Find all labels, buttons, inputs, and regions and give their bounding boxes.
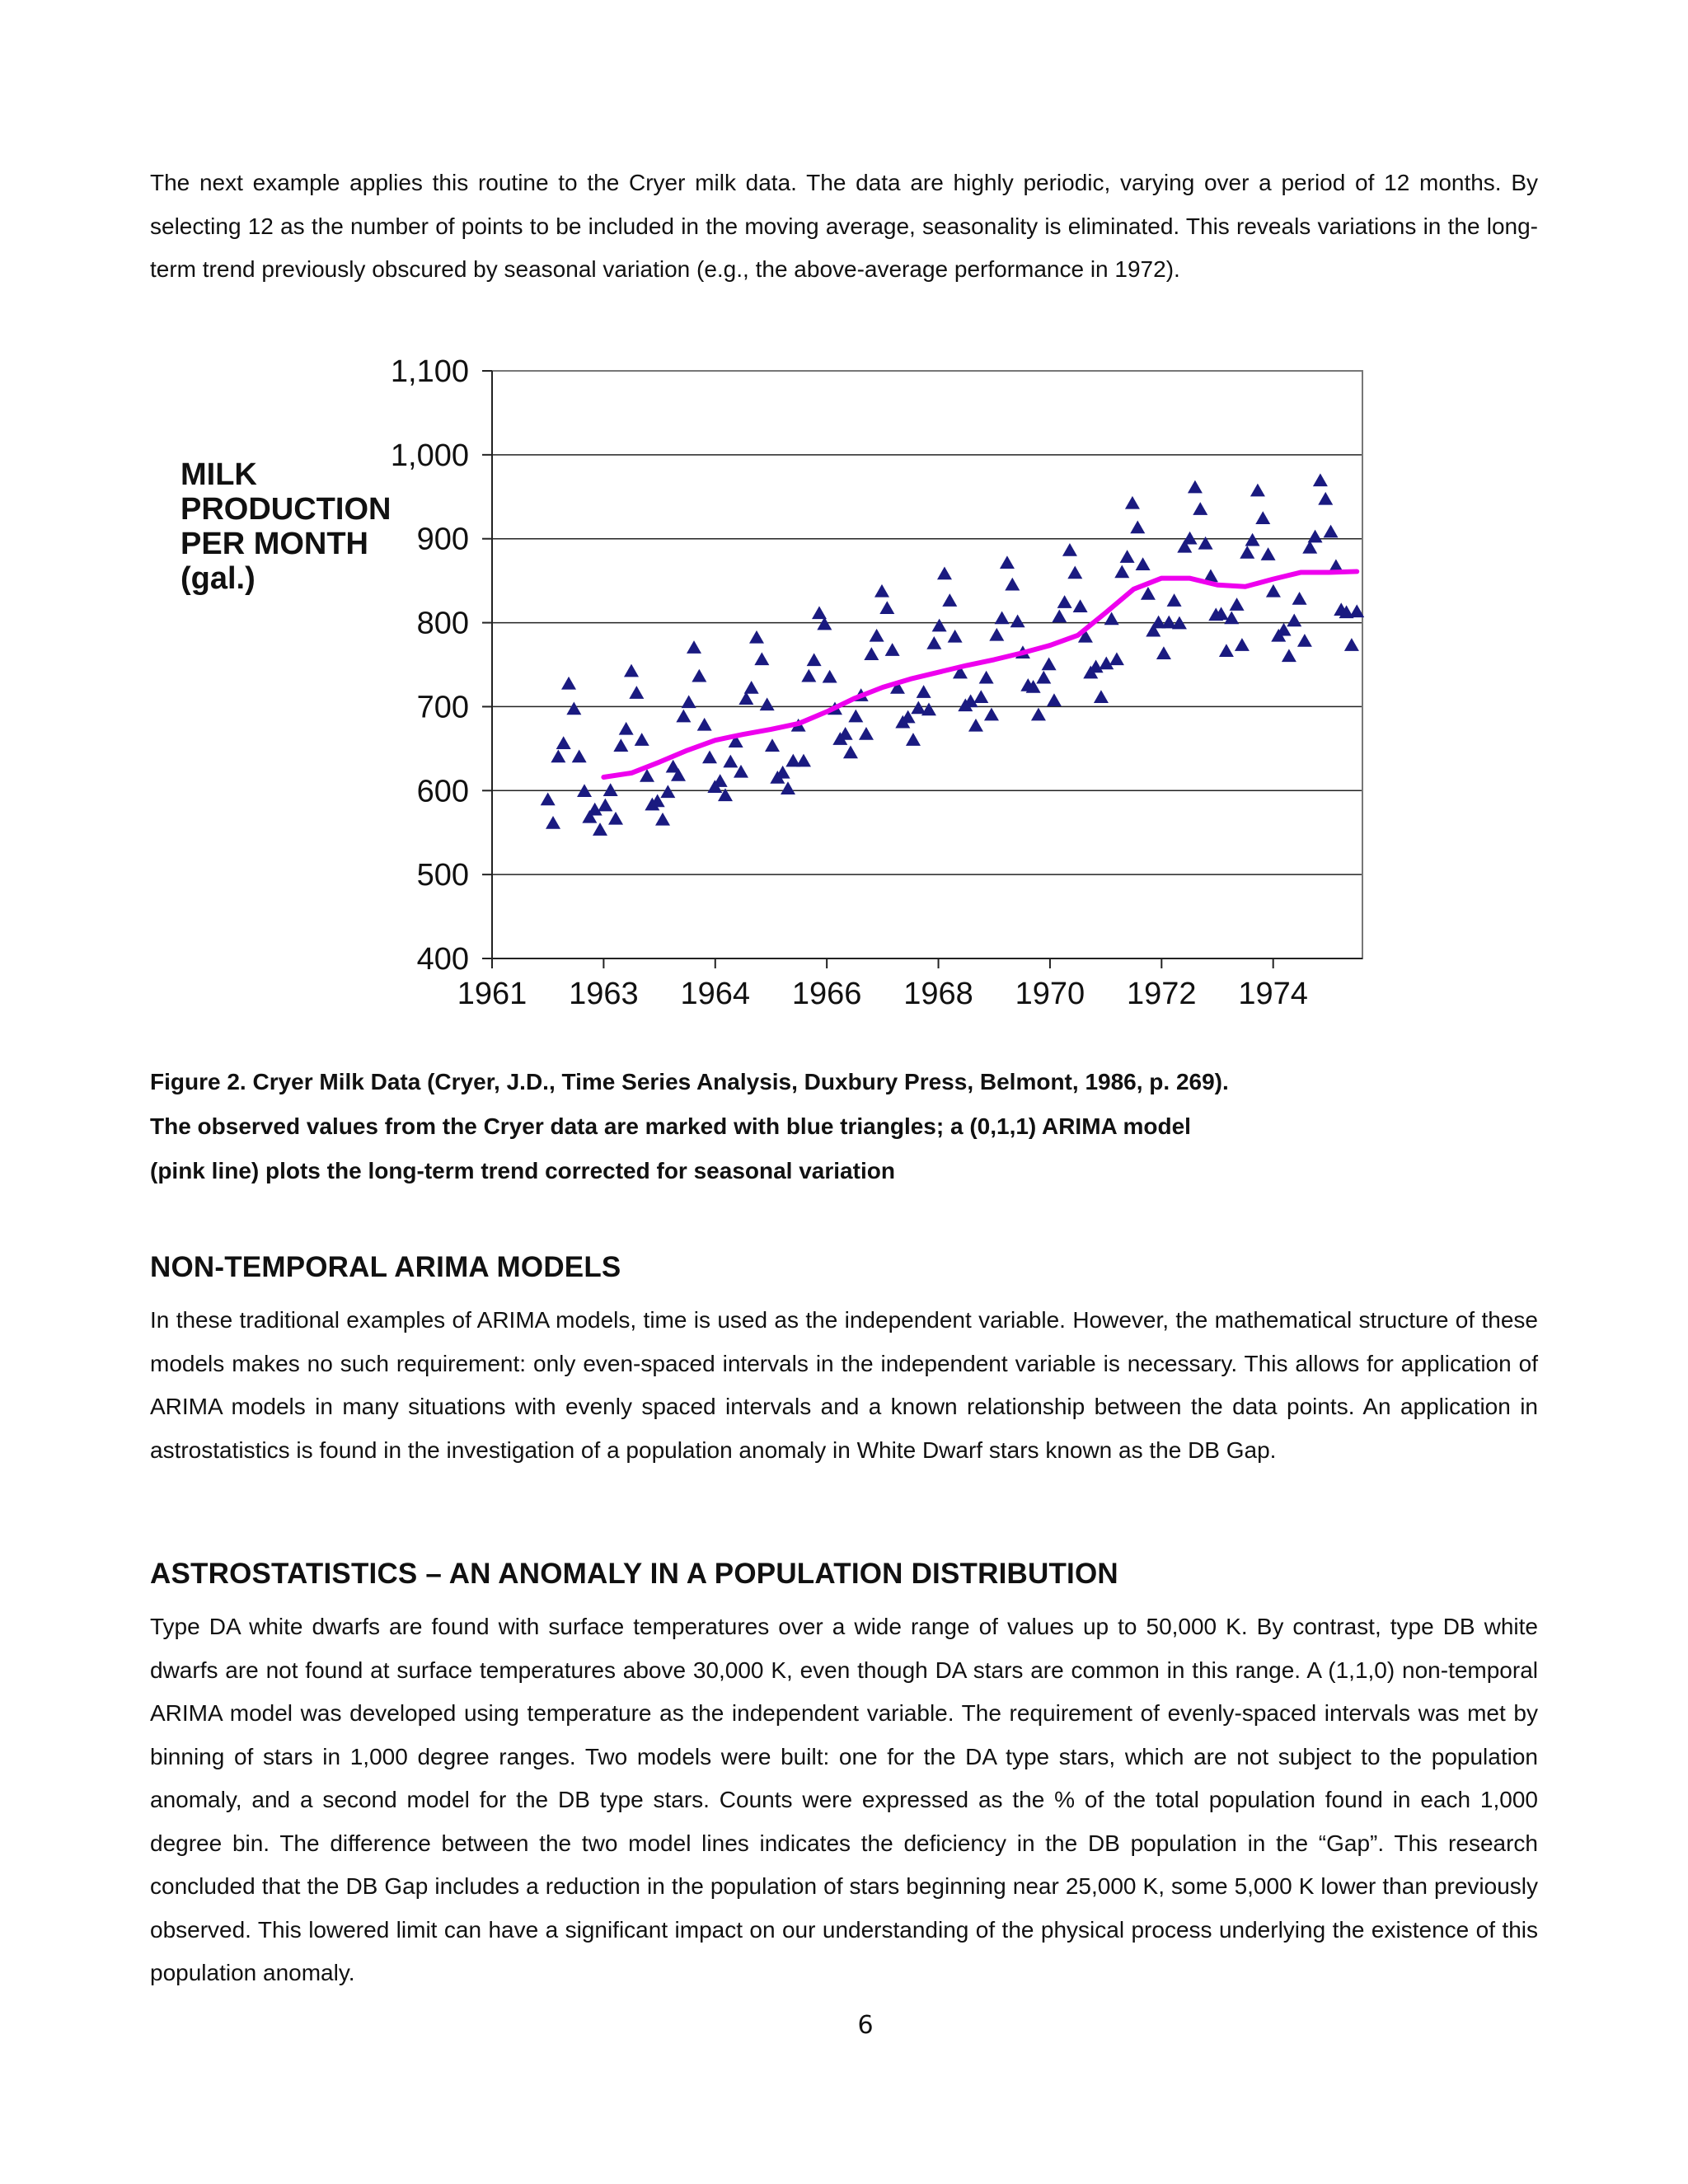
observed-triangle bbox=[760, 697, 775, 710]
section-heading-non-temporal: NON-TEMPORAL ARIMA MODELS bbox=[150, 1251, 621, 1283]
x-tick-label: 1961 bbox=[457, 977, 528, 1011]
observed-triangle bbox=[989, 628, 1004, 641]
observed-triangle bbox=[921, 703, 936, 716]
observed-triangle bbox=[1141, 587, 1156, 600]
observed-triangle bbox=[660, 785, 675, 798]
observed-triangle bbox=[1344, 638, 1359, 651]
y-tick-label: 800 bbox=[416, 606, 469, 641]
observed-triangle bbox=[1005, 578, 1020, 591]
observed-triangle bbox=[754, 652, 769, 665]
observed-triangle bbox=[593, 823, 607, 836]
observed-triangle bbox=[995, 611, 1010, 624]
observed-triangle bbox=[885, 643, 900, 656]
section-body-astrostatistics: Type DA white dwarfs are found with surface temperatures over a wide range of values up to 50,000 K. By contrast, type DB white dwarfs are not found at surface temperatures above 30,000 K, even though DA stars are common in this range. A (1,1,0) non-temporal ARIMA model was developed using temperature as the independent variable. The requirement of evenly-spaced intervals was met by binning of stars in 1,000 degree ranges. Two models were built: one for the DA type stars, which are not subject to the population anomaly, and a second model for the DB type stars. Counts were expressed as the % of the total population found in each 1,000 degree bin. The difference between the two model lines indicates the deficiency in the DB population in the “Gap”. This research concluded that the DB Gap includes a reduction in the population of stars beginning near 25,000 K, some 5,000 K lower than previously observed. This lowered limit can have a significant impact on our understanding of the physical process underlying the existence of this population anomaly. bbox=[150, 1614, 1538, 1985]
x-tick-label: 1970 bbox=[1015, 977, 1085, 1011]
y-tick-label: 400 bbox=[416, 942, 469, 977]
page-number: 6 bbox=[857, 2011, 874, 2040]
ylabel-line: (gal.) bbox=[181, 561, 256, 596]
caption-line: The observed values from the Cryer data are marked with blue triangles; a (0,1,1) ARIMA model bbox=[150, 1113, 1191, 1139]
observed-triangle bbox=[1000, 555, 1015, 569]
observed-triangle bbox=[1193, 502, 1207, 515]
observed-triangle bbox=[572, 750, 587, 763]
observed-triangle bbox=[603, 783, 618, 796]
observed-triangle bbox=[1073, 599, 1088, 612]
observed-triangle bbox=[1183, 532, 1198, 545]
ylabel-line: PRODUCTION bbox=[181, 492, 392, 527]
observed-triangle bbox=[541, 792, 556, 805]
observed-triangle bbox=[1156, 646, 1171, 659]
observed-triangle bbox=[879, 601, 894, 614]
section-body-non-temporal: In these traditional examples of ARIMA models, time is used as the independent variable. However, the mathematical structure of these models makes no such requirement: only even-spaced intervals in the independent variable is necessary. This allows for application of ARIMA models in many situations with evenly spaced intervals and a known relationship between the data points. An application in astrostatistics is found in the investigation of a population anomaly in White Dwarf stars known as the DB Gap. bbox=[150, 1307, 1538, 1463]
observed-triangle bbox=[807, 653, 822, 666]
observed-triangle bbox=[608, 812, 623, 825]
observed-triangle bbox=[676, 710, 691, 723]
observed-triangle bbox=[566, 701, 581, 715]
ylabel-line: PER MONTH bbox=[181, 527, 368, 561]
observed-triangle bbox=[692, 669, 706, 682]
observed-triangle bbox=[1297, 634, 1312, 647]
observed-triangle bbox=[1250, 484, 1265, 497]
observed-triangle bbox=[1109, 652, 1124, 665]
observed-triangle bbox=[1266, 584, 1281, 598]
x-tick-label: 1963 bbox=[569, 977, 639, 1011]
observed-triangle bbox=[1308, 530, 1323, 543]
observed-triangle bbox=[843, 745, 858, 758]
observed-triangle bbox=[765, 738, 780, 752]
section-heading-astrostatistics: ASTROSTATISTICS – AN ANOMALY IN A POPULATION DISTRIBUTION bbox=[150, 1558, 1118, 1590]
observed-triangle bbox=[942, 593, 957, 607]
observed-triangle bbox=[1114, 565, 1129, 578]
observed-triangle bbox=[561, 677, 576, 690]
y-tick-label: 1,000 bbox=[390, 438, 469, 473]
observed-triangle bbox=[1031, 708, 1046, 721]
observed-triangle bbox=[973, 690, 988, 703]
observed-triangle bbox=[1094, 690, 1109, 703]
y-tick-label: 700 bbox=[416, 690, 469, 725]
observed-triangle bbox=[1219, 644, 1234, 657]
observed-triangle bbox=[1282, 649, 1296, 662]
observed-triangle bbox=[1136, 557, 1151, 570]
observed-triangle bbox=[968, 719, 983, 732]
observed-triangle bbox=[744, 681, 759, 694]
observed-triangle bbox=[1235, 638, 1250, 651]
plot-frame bbox=[492, 371, 1362, 958]
observed-triangle bbox=[1042, 658, 1057, 671]
observed-triangle bbox=[1287, 614, 1301, 627]
observed-triangle bbox=[906, 733, 921, 746]
observed-triangle bbox=[1324, 525, 1339, 538]
observed-triangle bbox=[1292, 592, 1307, 605]
observed-triangle bbox=[1067, 565, 1082, 579]
observed-triangle bbox=[655, 813, 670, 826]
observed-triangle bbox=[1245, 533, 1260, 546]
observed-triangle bbox=[702, 751, 717, 764]
observed-triangle bbox=[984, 708, 999, 721]
observed-triangle bbox=[1318, 492, 1333, 505]
observed-triangle bbox=[1261, 547, 1276, 560]
observed-triangle bbox=[624, 664, 639, 677]
observed-triangle bbox=[1188, 480, 1203, 494]
observed-triangle bbox=[926, 636, 941, 649]
observed-triangle bbox=[859, 727, 874, 740]
observed-triangle bbox=[1036, 671, 1051, 684]
y-tick-label: 900 bbox=[416, 522, 469, 557]
observed-triangle bbox=[635, 733, 649, 746]
observed-triangle bbox=[1120, 550, 1135, 563]
observed-triangle bbox=[870, 629, 884, 642]
x-tick-label: 1974 bbox=[1238, 977, 1308, 1011]
x-tick-label: 1964 bbox=[680, 977, 751, 1011]
observed-triangle bbox=[796, 754, 811, 767]
observed-triangle bbox=[551, 750, 565, 763]
caption-line: Figure 2. Cryer Milk Data (Cryer, J.D., Time Series Analysis, Duxbury Press, Belmont, 1986, p. 269). bbox=[150, 1069, 1229, 1094]
observed-triangle bbox=[917, 685, 931, 698]
observed-triangle bbox=[948, 630, 963, 643]
y-tick-label: 1,100 bbox=[390, 354, 469, 389]
observed-triangle bbox=[613, 738, 628, 752]
observed-triangle bbox=[1167, 593, 1182, 607]
observed-triangle bbox=[1230, 598, 1245, 611]
figure-caption bbox=[150, 1060, 1229, 1193]
observed-triangle bbox=[932, 619, 947, 632]
observed-triangle bbox=[823, 670, 837, 683]
observed-triangle bbox=[682, 695, 696, 708]
y-tick-label: 500 bbox=[416, 858, 469, 893]
observed-triangle bbox=[1255, 511, 1270, 524]
arima-trend-line bbox=[603, 571, 1357, 777]
observed-triangle bbox=[1240, 546, 1254, 559]
caption-line: (pink line) plots the long-term trend corrected for seasonal variation bbox=[150, 1158, 895, 1183]
observed-triangle bbox=[546, 816, 560, 829]
ylabel-line: MILK bbox=[181, 457, 257, 492]
observed-triangle bbox=[598, 799, 612, 812]
x-tick-label: 1968 bbox=[903, 977, 973, 1011]
observed-triangle bbox=[1047, 693, 1062, 706]
observed-triangle bbox=[687, 640, 701, 654]
observed-triangle bbox=[874, 584, 889, 598]
observed-triangle bbox=[864, 647, 879, 660]
observed-triangle bbox=[1313, 473, 1328, 486]
observed-triangle bbox=[556, 736, 571, 749]
observed-triangle bbox=[848, 710, 863, 723]
observed-triangle bbox=[629, 686, 644, 699]
x-tick-label: 1966 bbox=[791, 977, 862, 1011]
observed-triangle bbox=[1057, 595, 1072, 608]
milk-production-chart bbox=[0, 0, 1688, 1030]
observed-triangle bbox=[979, 671, 994, 684]
observed-triangle bbox=[1062, 543, 1077, 556]
y-tick-label: 600 bbox=[416, 774, 469, 809]
observed-triangle bbox=[619, 722, 634, 735]
observed-triangle bbox=[1010, 615, 1025, 628]
observed-triangle bbox=[1130, 520, 1145, 533]
observed-triangle bbox=[1052, 609, 1067, 622]
observed-triangle bbox=[723, 755, 738, 768]
observed-triangle bbox=[1125, 496, 1140, 509]
observed-triangle bbox=[937, 566, 952, 579]
observed-triangle bbox=[801, 669, 816, 682]
x-tick-label: 1972 bbox=[1127, 977, 1197, 1011]
observed-triangle bbox=[749, 630, 764, 644]
intro-paragraph: The next example applies this routine to the Cryer milk data. The data are highly periodic, varying over a period of 12 months. By selecting 12 as the number of points to be included in the moving average, seasonality is eliminated. This reveals variations in the long-term trend previously obscured by seasonal variation (e.g., the above-average performance in 1972). bbox=[150, 170, 1538, 282]
observed-triangle bbox=[697, 718, 712, 731]
